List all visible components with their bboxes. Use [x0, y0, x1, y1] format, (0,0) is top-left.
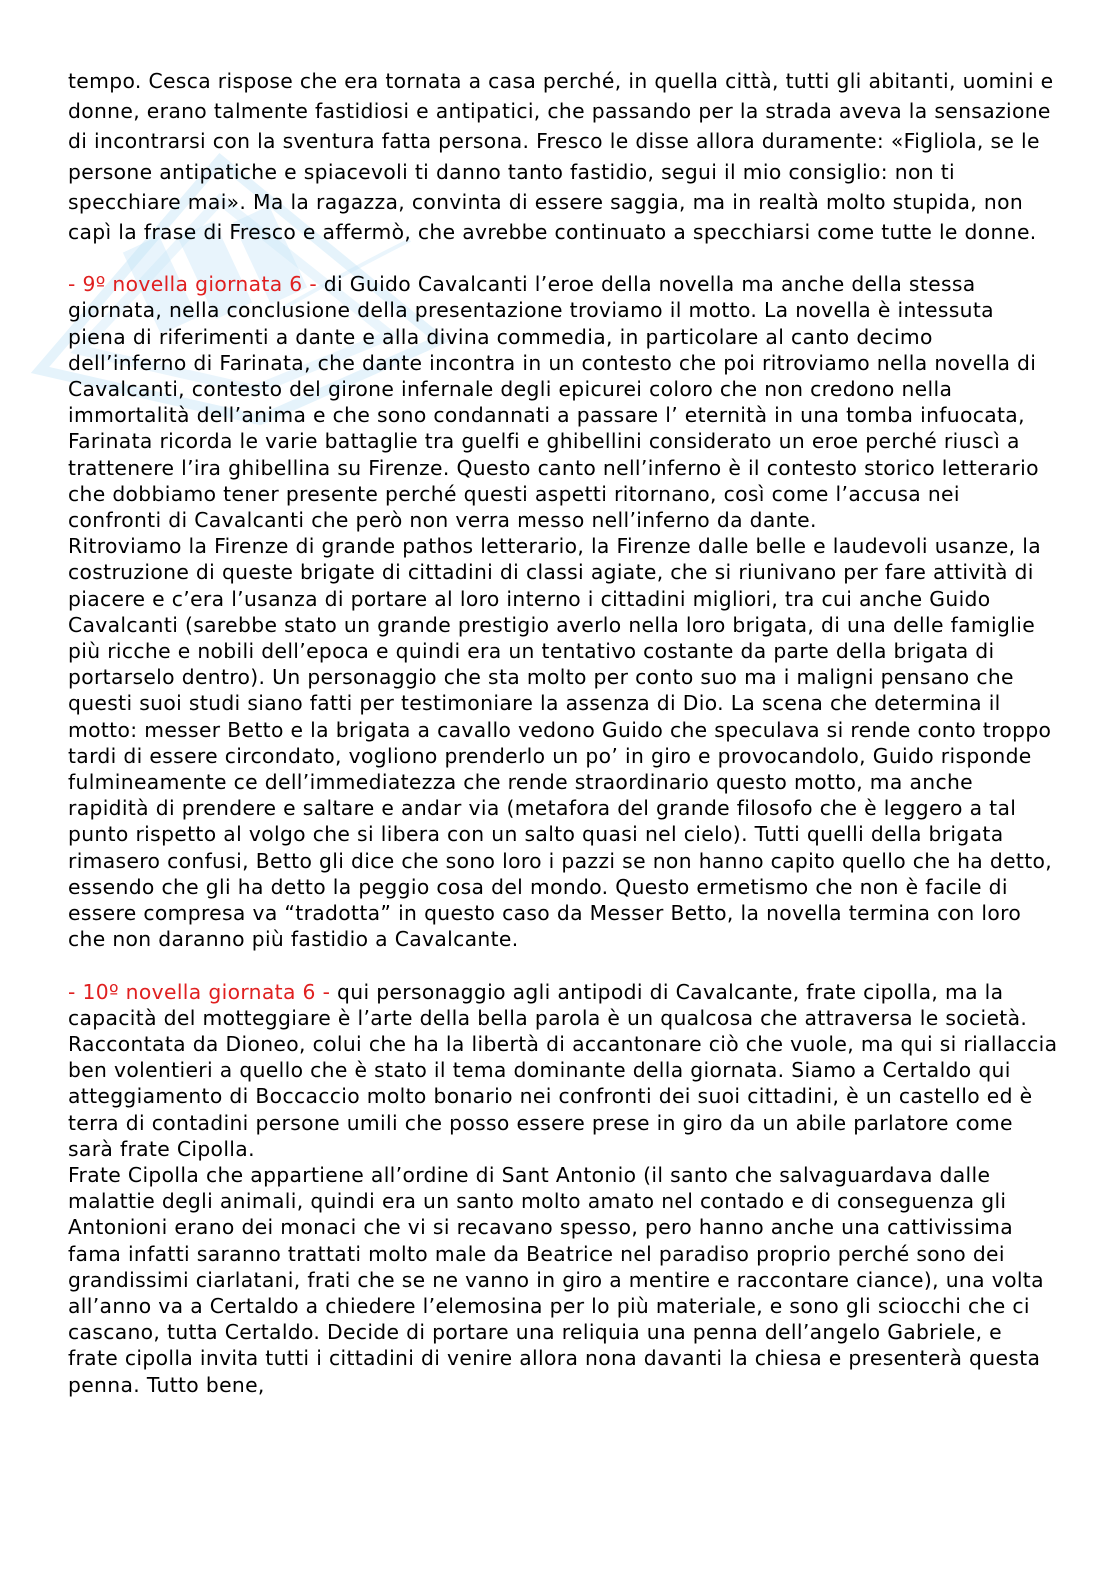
paragraph-intro: tempo. Cesca rispose che era tornata a casa perché, in quella città, tutti gli abitanti, uomini e donne, erano talmente fastidiosi e antipatici, che passando per la strada aveva la sensazione di incontrarsi con la sventura fatta persona. Fresco le disse allora duramente: «Figliola, se le persone antipatiche e spiacevoli ti danno tanto fastidio, segui il mio consiglio: non ti specchiare mai». Ma la ragazza, convinta di essere saggia, ma in realtà molto stupida, non capì la frase di Fresco e affermò, che avrebbe continuato a specchiarsi come tutte le donne. [68, 69, 1054, 245]
section-novella-9 [68, 271, 1058, 533]
section-novella-10 [68, 979, 1058, 1162]
paragraph-novella-10-continuation: Frate Cipolla che appartiene all’ordine di Sant Antonio (il santo che salvaguardava dalle malattie degli animali, quindi era un santo molto amato nel contado e di conseguenza gli Antonioni erano dei monaci che vi si recavano spesso, pero hanno anche una cattivissima fama infatti saranno trattati molto male da Beatrice nel paradiso proprio perché sono dei grandissimi ciarlatani, frati che se ne vanno in giro a mentire e raccontare ciance), una volta all’anno va a Certaldo a chiedere l’elemosina per lo più materiale, e sono gli sciocchi che ci cascano, tutta Certaldo. Decide di portare una reliquia una penna dell’angelo Gabriele, e frate cipolla invita tutti i cittadini di venire allora nona davanti la chiesa e presenterà questa penna. Tutto bene, [68, 1162, 1044, 1397]
section-heading-novella-10: - 10º novella giornata 6 - [68, 979, 331, 1004]
section-heading-novella-9: - 9º novella giornata 6 - [68, 272, 317, 297]
section-text-novella-10: qui personaggio agli antipodi di Cavalcante, frate cipolla, ma la capacità del motteggiare è l’arte della bella parola è un qualcosa che attraversa le società. Raccontata da Dioneo, colui che ha la libertà di accantonare ciò che vuole, ma qui si riallaccia ben volentieri a quello che è stato il tema dominante della giornata. Siamo a Certaldo qui atteggiamento di Boccaccio molto bonario nei confronti dei suoi cittadini, è un castello ed è terra di contadini persone umili che posso essere prese in giro da un abile parlatore come sarà frate Cipolla. [68, 979, 1058, 1161]
document-page [68, 66, 1058, 1398]
section-text-novella-9: di Guido Cavalcanti l’eroe della novella ma anche della stessa giornata, nella conclusione della presentazione troviamo il motto. La novella è intessuta piena di riferimenti a dante e alla divina commedia, in particolare al canto decimo dell’inferno di Farinata, che dante incontra in un contesto che poi ritroviamo nella novella di Cavalcanti, contesto del girone infernale degli epicurei coloro che non credono nella immortalità dell’anima e che sono condannati a passare l’ eternità in una tomba infuocata, Farinata ricorda le varie battaglie tra guelfi e ghibellini considerato un eroe perché riuscì a trattenere l’ira ghibellina su Firenze. Questo canto nell’inferno è il contesto storico letterario che dobbiamo tener presente perché questi aspetti ritornano, così come l’accusa nei confronti di Cavalcanti che però non verra messo nell’inferno da dante. [68, 272, 1039, 533]
paragraph-novella-9-continuation: Ritroviamo la Firenze di grande pathos letterario, la Firenze dalle belle e laudevoli usanze, la costruzione di queste brigate di cittadini di classi agiate, che si riunivano per fare attività di piacere e c’era l’usanza di portare al loro interno i cittadini migliori, tra cui anche Guido Cavalcanti (sarebbe stato un grande prestigio averlo nella loro brigata, di una delle famiglie più ricche e nobili dell’epoca e quindi era un tentativo costante da parte della brigata di portarselo dentro). Un personaggio che sta molto per conto suo ma i maligni pensano che questi suoi studi siano fatti per testimoniare la assenza di Dio. La scena che determina il motto: messer Betto e la brigata a cavallo vedono Guido che speculava si rende conto troppo tardi di essere circondato, vogliono prenderlo un po’ in giro e provocandolo, Guido risponde fulmineamente ce dell’immediatezza che rende straordinario questo motto, ma anche rapidità di prendere e saltare e andar via (metafora del grande filosofo che è leggero a tal punto rispetto al volgo che si libera con un salto quasi nel cielo). Tutti quelli della brigata rimasero confusi, Betto gli dice che sono loro i pazzi se non hanno capito quello che ha detto, essendo che gli ha detto la peggio cosa del mondo. Questo ermetismo che non è facile di essere compresa va “tradotta” in questo caso da Messer Betto, la novella termina con loro che non daranno più fastidio a Cavalcante. [68, 534, 1053, 952]
